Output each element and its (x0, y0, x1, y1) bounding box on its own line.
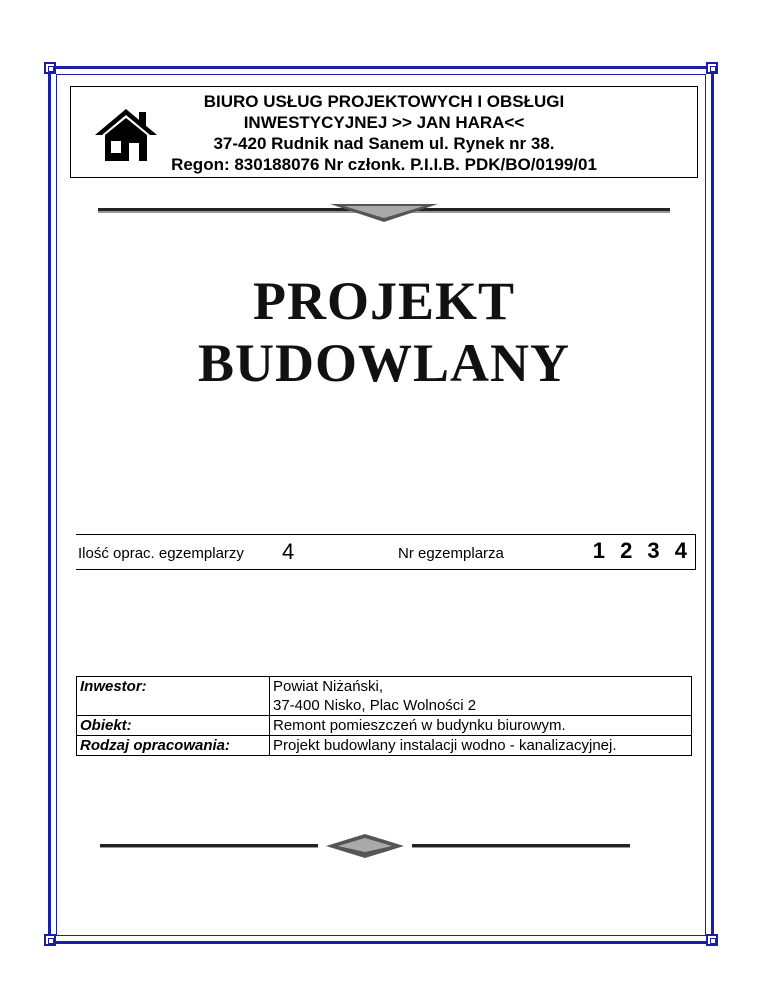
copy-number-label: Nr egzemplarza (398, 545, 504, 562)
copies-row (76, 534, 696, 570)
document-title (0, 270, 768, 394)
ornament-divider-bottom (100, 832, 630, 860)
frame-corner-bottom-left (44, 934, 56, 946)
header-line-1: BIURO USŁUG PROJEKTOWYCH I OBSŁUGI (203, 92, 565, 111)
copy-number-values: 1 2 3 4 (592, 538, 687, 563)
copies-count-label: Ilość oprac. egzemplarzy (78, 545, 244, 562)
company-header (70, 86, 698, 178)
investor-line-1: Powiat Niżański, (270, 677, 692, 697)
investor-row (77, 677, 692, 697)
investor-label: Inwestor: (77, 677, 270, 697)
frame-corner-bottom-right (706, 934, 718, 946)
frame-corner-top-right (706, 62, 718, 74)
object-label: Obiekt: (77, 716, 270, 736)
object-value: Remont pomieszczeń w budynku biurowym. (270, 716, 692, 736)
frame-corner-top-left (44, 62, 56, 74)
investor-label-spacer (77, 696, 270, 716)
investor-row-2 (77, 696, 692, 716)
header-line-3: 37-420 Rudnik nad Sanem ul. Rynek nr 38. (213, 134, 555, 153)
copies-count-value: 4 (282, 539, 295, 564)
investor-line-2: 37-400 Nisko, Plac Wolności 2 (270, 696, 692, 716)
title-line-2: BUDOWLANY (197, 333, 571, 393)
document-type-row (77, 736, 692, 756)
title-line-1: PROJEKT (252, 271, 516, 331)
ornament-divider-top (98, 200, 670, 228)
header-line-2: INWESTYCYJNEJ >> JAN HARA<< (243, 113, 525, 132)
project-info-table (76, 676, 692, 756)
document-type-value: Projekt budowlany instalacji wodno - kanalizacyjnej. (270, 736, 692, 756)
header-line-4: Regon: 830188076 Nr członk. P.I.I.B. PDK/BO/0199/01 (171, 155, 597, 174)
company-header-text (71, 91, 697, 175)
document-type-label: Rodzaj opracowania: (77, 736, 270, 756)
object-row (77, 716, 692, 736)
